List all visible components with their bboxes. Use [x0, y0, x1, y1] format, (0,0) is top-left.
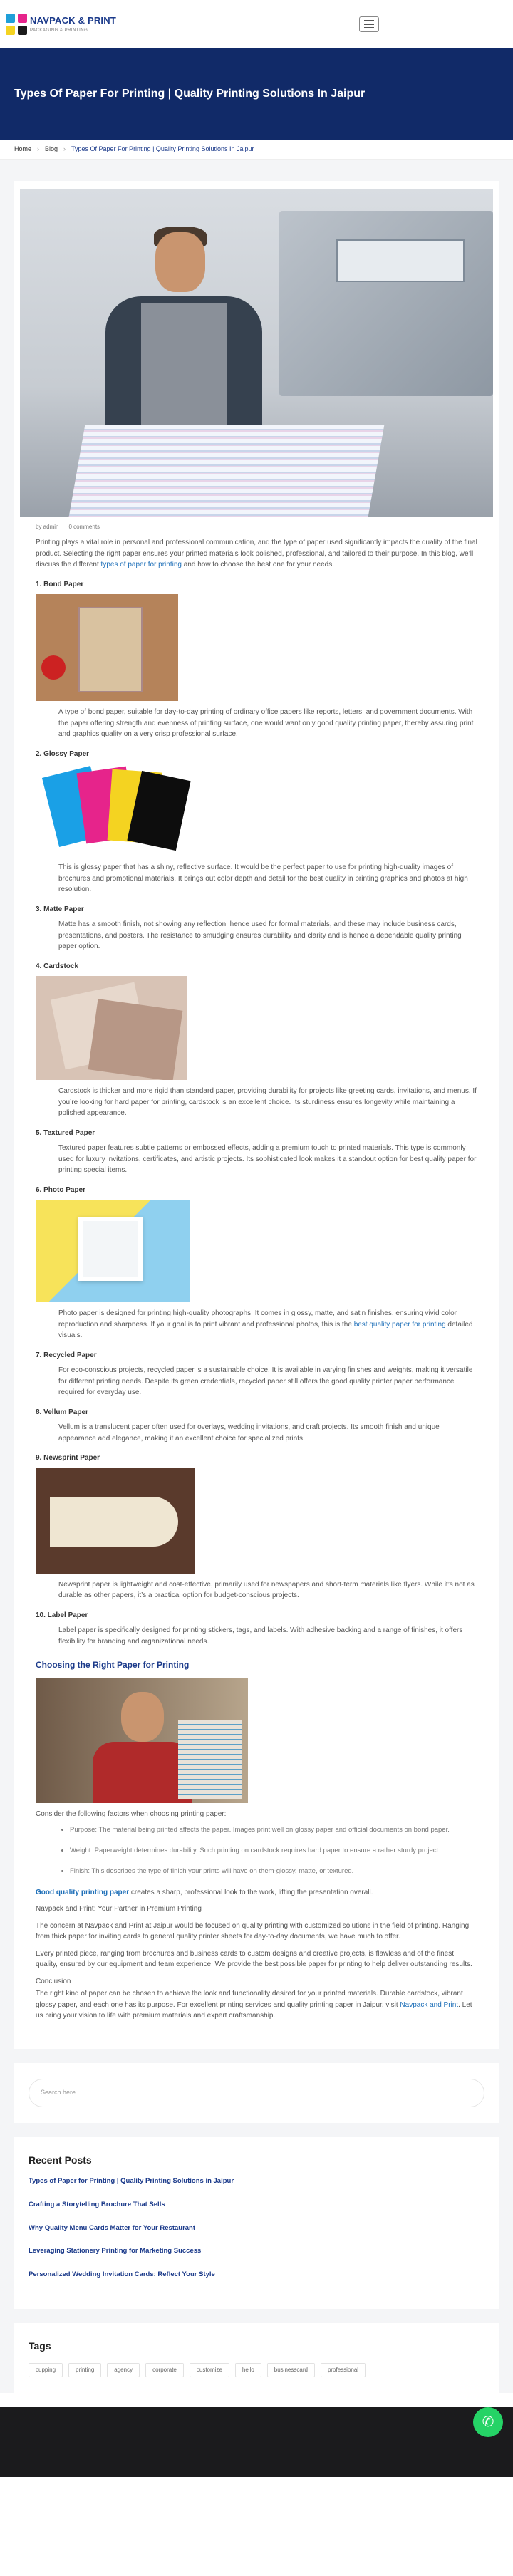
hamburger-icon [364, 20, 374, 21]
partner-heading: Navpack and Print: Your Partner in Premium Printing [36, 1905, 202, 1913]
section-text: Matte has a smooth finish, not showing any reflection, hence used for formal materials, and these may include business cards, presentations, and posters. The resistance to smudging ensures durability and clarity and is hence a dependable quality printing paper option. [58, 920, 462, 951]
section-text: Newsprint paper is lightweight and cost-effective, primarily used for newspapers and short-term materials like flyers. While it’s not as durable as other papers, it’s a practical option for budget-conscious projects. [58, 1580, 475, 1600]
choosing-lead: Consider the following factors when choosing printing paper: [36, 1809, 227, 1818]
breadcrumb-home[interactable]: Home [14, 145, 32, 152]
logo-mark [6, 14, 27, 35]
section-heading: 4. Cardstock [36, 962, 79, 970]
section-text: For eco-conscious projects, recycled paper is a sustainable choice. It is available in varying finishes and weights, making it versatile for different printing needs. Despite its green credentials, recycled paper still offers the good quality printer paper performance required for everyday use. [58, 1366, 473, 1397]
section-heading: 7. Recycled Paper [36, 1351, 97, 1359]
tag-link[interactable]: hello [235, 2363, 261, 2377]
recent-post-link[interactable]: Personalized Wedding Invitation Cards: Reflect Your Style [28, 2270, 215, 2279]
partner-paragraph-2: Every printed piece, ranging from brochures and business cards to custom designs and creative projects, is flawless and of the finest quality, ensured by our equipment and team experience. We provide the best possible paper for printing to help deliver outstanding results. [36, 1949, 472, 1969]
navpack-link[interactable]: Navpack and Print [400, 2000, 459, 2009]
search-input[interactable] [28, 2079, 484, 2107]
logo-name: NAVPACK & PRINT [30, 15, 116, 26]
factor-item: • Weight: Paperweight determines durability. Such printing on cardstock requires hard paper to ensure a rather sturdy project. [70, 1846, 477, 1856]
tag-link[interactable]: businesscard [267, 2363, 315, 2377]
tag-link[interactable]: printing [68, 2363, 101, 2377]
good-quality-paragraph: Good quality printing paper creates a sharp, professional look to the work, lifting the presentation overall. [36, 1888, 373, 1896]
cardstock-image [36, 976, 187, 1080]
section-text: Vellum is a translucent paper often used for overlays, wedding invitations, and craft projects. Its smooth finish and unique appearance add elegance, making it an excellent choice for specialized prints. [58, 1423, 440, 1443]
tag-link[interactable]: agency [107, 2363, 140, 2377]
section-heading: 1. Bond Paper [36, 580, 84, 588]
post-meta [20, 517, 493, 537]
breadcrumb-separator: › [63, 145, 66, 152]
conclusion-text: The right kind of paper can be chosen to achieve the look and functionality desired for your printed materials. Durable cardstock, vibrant glossy paper, and each one has its purpose. For excellent printing services and quality printing paper in Jaipur, visit Navpack and Print. Let us bring your vision to life with premium materials and expert craftsmanship. [36, 1990, 472, 2020]
section-text: Label paper is specifically designed for printing stickers, tags, and labels. With adhesive backing and a range of finishes, it offers flexibility for branding and organizational needs. [58, 1626, 463, 1646]
tags-title: Tags [28, 2339, 51, 2352]
recent-post-link[interactable]: Crafting a Storytelling Brochure That Sells [28, 2201, 165, 2209]
factor-item: • Finish: This describes the type of finish your prints will have on them-glossy, matte, or textured. [70, 1866, 477, 1877]
section-text: Cardstock is thicker and more rigid than standard paper, providing durability for projects like greeting cards, invitations, and menus. If you’re looking for hard paper for printing, cardstock is an excellent choice. Its sturdiness ensures longevity while maintaining a polished appearance. [58, 1087, 477, 1118]
hamburger-menu-button[interactable] [359, 16, 379, 32]
bond-paper-image [36, 594, 178, 701]
choosing-image [36, 1678, 248, 1803]
types-of-paper-link[interactable]: types of paper for printing [100, 561, 182, 569]
whatsapp-button[interactable] [473, 2407, 503, 2437]
section-heading: 5. Textured Paper [36, 1128, 95, 1137]
choosing-heading: Choosing the Right Paper for Printing [36, 1660, 190, 1671]
tag-link[interactable]: corporate [145, 2363, 184, 2377]
section-text: Photo paper is designed for printing high-quality photographs. It comes in glossy, matte, and satin finishes, ensuring vivid color reproduction and sharpness. If your goal is to print vibrant and professional photos, this is the best quality paper for printing detailed visuals. [58, 1309, 473, 1340]
tag-cloud [28, 2363, 484, 2377]
section-text: This is glossy paper that has a shiny, reflective surface. It would be the perfect paper to use for printing high-quality images of brochures and promotional materials. It brings out color depth and detail for the best quality in printing graphics and photos at high resolution. [58, 863, 468, 894]
intro-paragraph: Printing plays a vital role in personal and professional communication, and the type of paper used significantly impacts the quality of the final product. Selecting the right paper ensures your printed materials look polished, professional, and tailored to their purpose. In this blog, we’ll discuss the different types of paper for printing and how to choose the best one for your needs. [36, 539, 477, 569]
tags-widget [14, 2323, 499, 2393]
comments-link[interactable]: 0 comments [68, 524, 100, 530]
section-heading: 6. Photo Paper [36, 1185, 86, 1194]
partner-paragraph-1: The concern at Navpack and Print at Jaipur would be focused on quality printing with customized solutions in the field of printing. Ranging from thick paper for inviting cards to general quality printer sheets for day-to-day documents, we have much to offer. [36, 1921, 470, 1941]
logo-tagline: PACKAGING & PRINTING [30, 28, 88, 33]
section-heading: 2. Glossy Paper [36, 749, 90, 758]
breadcrumb-current: Types Of Paper For Printing | Quality Printing Solutions In Jaipur [71, 145, 254, 152]
logo-text [30, 14, 116, 34]
newsprint-paper-image [36, 1468, 195, 1574]
recent-post-link[interactable]: Types of Paper for Printing | Quality Printing Solutions in Jaipur [28, 2177, 234, 2186]
recent-posts-title: Recent Posts [28, 2154, 92, 2166]
search-widget [14, 2063, 499, 2123]
featured-image [20, 189, 493, 517]
section-text: A type of bond paper, suitable for day-to-day printing of ordinary office papers like reports, letters, and government documents. With the paper offering strength and evenness of printing surface, one would want only good quality printing paper, thereby assuring print and graphics quality on a very crisp professional surface. [58, 708, 474, 739]
factor-item: • Purpose: The material being printed affects the paper. Images print well on glossy paper and official documents on bond paper. [70, 1825, 477, 1836]
tag-link[interactable]: customize [190, 2363, 229, 2377]
breadcrumb [0, 140, 513, 160]
post-body [20, 537, 493, 2021]
breadcrumb-blog[interactable]: Blog [45, 145, 58, 152]
site-header [0, 0, 513, 48]
section-heading: 9. Newsprint Paper [36, 1454, 100, 1463]
tag-link[interactable]: professional [321, 2363, 366, 2377]
good-quality-paper-link[interactable]: Good quality printing paper [36, 1888, 130, 1896]
tag-link[interactable]: cupping [28, 2363, 63, 2377]
recent-post-link[interactable]: Leveraging Stationery Printing for Marketing Success [28, 2247, 202, 2255]
section-heading: 8. Vellum Paper [36, 1408, 88, 1416]
content-area [0, 160, 513, 2393]
best-quality-paper-link[interactable]: best quality paper for printing [353, 1320, 446, 1329]
section-text: Textured paper features subtle patterns or embossed effects, adding a premium touch to printed materials. This type is commonly used for luxury invitations, certificates, and artistic projects. Its sophisticated look makes it a standout option for best quality paper for printing special items. [58, 1144, 477, 1175]
factors-list [36, 1825, 477, 1876]
photo-paper-image [36, 1200, 190, 1302]
conclusion-title: Conclusion [36, 1977, 71, 1985]
breadcrumb-separator: › [37, 145, 40, 152]
page-hero [0, 48, 513, 140]
glossy-paper-image [36, 764, 192, 856]
author-link[interactable]: by admin [36, 524, 59, 530]
section-heading: 10. Label Paper [36, 1611, 88, 1619]
section-heading: 3. Matte Paper [36, 905, 84, 913]
whatsapp-icon: ✆ [482, 2414, 494, 2430]
recent-posts-widget [14, 2137, 499, 2309]
site-logo[interactable] [6, 14, 116, 35]
search-placeholder: Search here... [41, 2088, 81, 2096]
blog-post [14, 181, 499, 2049]
recent-post-link[interactable]: Why Quality Menu Cards Matter for Your Restaurant [28, 2223, 196, 2232]
site-footer [0, 2407, 513, 2477]
page-title: Types Of Paper For Printing | Quality Printing Solutions In Jaipur [14, 87, 366, 100]
